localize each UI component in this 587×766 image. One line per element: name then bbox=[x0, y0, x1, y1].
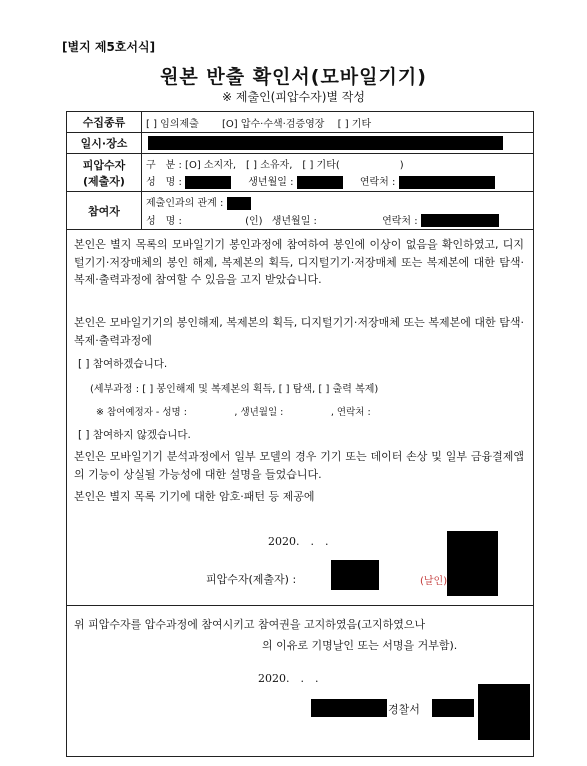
participant-info bbox=[142, 192, 534, 230]
consent-paragraph-2: 본인은 모바일기기의 봉인해제, 복제본의 획득, 디지털기기·저장매체 또는 복제본에 대한 탐색·복제·출력과정에 bbox=[74, 316, 524, 347]
participant-label: 참여자 bbox=[67, 192, 142, 230]
seizure-subject-label bbox=[67, 154, 142, 192]
seizure-subject-info bbox=[142, 154, 534, 192]
redaction-bar bbox=[432, 699, 474, 717]
participant-name-label: 성 명 : bbox=[146, 215, 182, 227]
seizure-subject-division: 구 분 : [O] 소지자, [ ] 소유자, [ ] 기타( ) bbox=[146, 160, 404, 172]
redaction-bar bbox=[311, 699, 387, 717]
seizure-subject-birth-label: 생년월일 : bbox=[248, 177, 294, 189]
redaction-bar bbox=[447, 531, 498, 596]
participant-seal: (인) bbox=[245, 215, 263, 227]
collection-type-label: 수집종류 bbox=[67, 112, 142, 133]
consent-paragraph-3: 본인은 모바일기기 분석과정에서 일부 모델의 경우 기기 또는 데이터 손상 및 일부 금융결제앱의 기능이 상실될 가능성에 대한 설명을 들었습니다. bbox=[74, 450, 524, 481]
participant-contact-label: 연락처 : bbox=[382, 215, 418, 227]
redaction-bar bbox=[331, 560, 379, 590]
seizure-subject-contact-label: 연락처 : bbox=[359, 177, 396, 189]
footer-line-2: 의 이유로 기명날인 또는 서명을 거부함). bbox=[262, 639, 458, 652]
participant-birth-label: 생년월일 : bbox=[271, 215, 317, 227]
participation-detail: (세부과정 : [ ] 봉인해제 및 복제본의 획득, [ ] 탐색, [ ] 출력 복제) bbox=[90, 384, 379, 395]
page-subtitle: ※ 제출인(피압수자)별 작성 bbox=[222, 90, 365, 104]
info-table bbox=[66, 111, 534, 230]
footer-line-1: 위 피압수자를 압수과정에 참여시키고 참여권을 고지하였음(고지하였으나 bbox=[74, 618, 426, 631]
signing-date: 2020. . . bbox=[268, 535, 329, 548]
seizure-subject-name-label: 성 명 : bbox=[146, 177, 182, 189]
seizure-subject-label-line1: 피압수자 bbox=[82, 158, 126, 172]
datetime-place-label: 일시·장소 bbox=[67, 133, 142, 154]
police-station-label: 경찰서 bbox=[388, 703, 420, 716]
signer-label: 피압수자(제출자) : bbox=[206, 573, 297, 586]
redaction-bar bbox=[148, 136, 503, 150]
redaction-bar bbox=[478, 684, 530, 740]
signer-seal: (날인) bbox=[420, 576, 448, 587]
datetime-place-value bbox=[142, 133, 534, 154]
redaction-bar bbox=[399, 176, 495, 189]
redaction-bar bbox=[185, 176, 231, 189]
not-participate-checkbox-line: [ ] 참여하지 않겠습니다. bbox=[78, 429, 191, 441]
redaction-bar bbox=[227, 197, 251, 210]
consent-paragraph-4: 본인은 별지 목록 기기에 대한 암호·패턴 등 제공에 bbox=[74, 490, 315, 503]
participant-relation-label: 제출인과의 관계 : bbox=[146, 198, 224, 209]
planned-participant: ※ 참여예정자 - 성명 : , 생년월일 : , 연락처 : bbox=[96, 407, 371, 418]
redaction-bar bbox=[297, 176, 343, 189]
participate-checkbox-line: [ ] 참여하겠습니다. bbox=[78, 358, 168, 370]
footer-date: 2020. . . bbox=[258, 672, 319, 685]
collection-type-options: [ ] 임의제출 [O] 압수·수색·검증영장 [ ] 기타 bbox=[142, 112, 534, 133]
consent-paragraph-1: 본인은 별지 목록의 모바일기기 봉인과정에 참여하여 봉인에 이상이 없음을 확인하였고, 디지털기기·저장매체의 봉인 해제, 복제본의 획득, 디지털기기·저장매체 또는 복제본에 대한 탐색·복제·출력과정에 참여할 수 있음을 고지 받았습니다. bbox=[74, 238, 524, 286]
seizure-subject-label-line2: (제출자) bbox=[83, 174, 125, 188]
page-title: 원본 반출 확인서(모바일기기) bbox=[160, 66, 427, 88]
form-number: [별지 제5호서식] bbox=[62, 40, 156, 54]
